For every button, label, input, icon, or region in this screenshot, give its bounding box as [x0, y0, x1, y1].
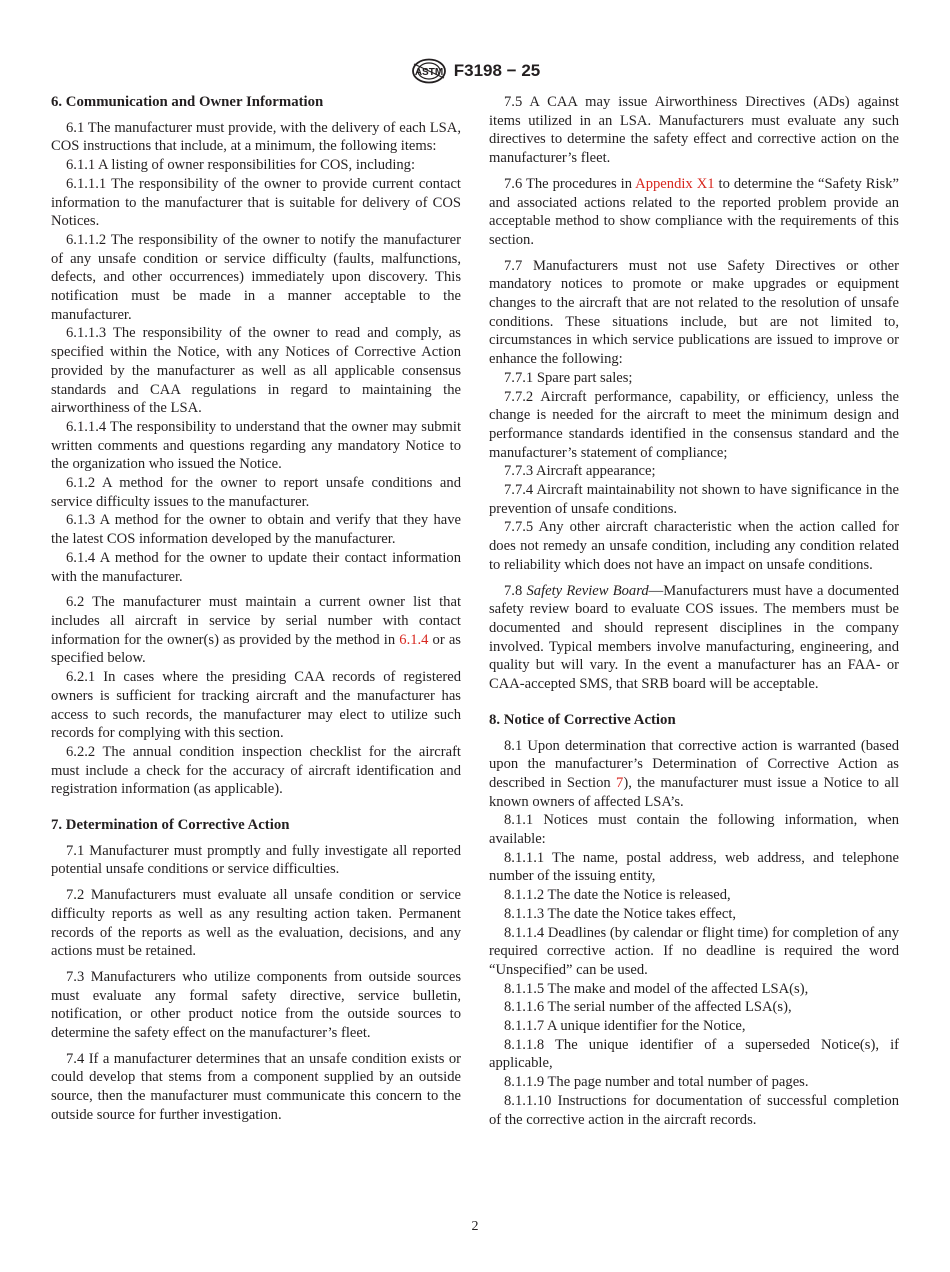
paragraph-7-7-1: 7.7.1 Spare part sales;	[504, 369, 633, 386]
section-7-heading: 7. Determination of Corrective Action	[51, 817, 290, 834]
paragraph-7-7: 7.7 Manufacturers must not use Safety Directives or other mandatory notices to promote or make upgrades or equipment changes to the aircraft that are not related to the resolution of unsafe conditions. These situations include, but are not limited to, circumstances in which service publications are issued to improve or enhance the following:	[489, 257, 899, 368]
paragraph-7-8	[489, 582, 899, 694]
section-6-heading: 6. Communication and Owner Information	[51, 94, 324, 110]
paragraph-7-1: 7.1 Manufacturer must promptly and fully investigate all reported potential unsafe conditions or service difficulties.	[51, 842, 461, 878]
left-column	[51, 93, 461, 1125]
paragraph-8-1-1-9: 8.1.1.9 The page number and total number of pages.	[504, 1074, 809, 1091]
paragraph-8-1-1-3: 8.1.1.3 The date the Notice takes effect,	[504, 905, 737, 922]
paragraph-6-1-1-1: 6.1.1.1 The responsibility of the owner to provide current contact information to the manufacturer that is suitable for delivery of COS Notices.	[51, 175, 461, 230]
paragraph-7-6	[489, 175, 899, 250]
paragraph-8-1-1-6: 8.1.1.6 The serial number of the affected LSA(s),	[504, 999, 792, 1016]
paragraph-7-7-3: 7.7.3 Aircraft appearance;	[504, 463, 656, 480]
paragraph-8-1-1-1: 8.1.1.1 The name, postal address, web address, and telephone number of the issuing entity,	[489, 849, 899, 885]
paragraph-8-1-text-start: 8.1 Upon determination that corrective action is warranted (based upon the manufacturer’s Determination of Corrective Action as described in Section	[489, 737, 899, 791]
section-8-heading: 8. Notice of Corrective Action	[489, 711, 676, 728]
paragraph-7-6-text-end: to determine the “Safety Risk” and associated actions related to the reported problem provide an acceptable method to show compliance with the requirements of this section.	[489, 175, 899, 248]
paragraph-6-2-text-start: 6.2 The manufacturer must maintain a current owner list that includes all aircraft in service by serial number with contact information for the owner(s) as provided by the method in	[51, 594, 461, 648]
standard-designation: F3198 − 25	[453, 61, 541, 80]
paragraph-8-1-1-8: 8.1.1.8 The unique identifier of a superseded Notice(s), if applicable,	[489, 1036, 899, 1072]
paragraph-6-1-1-4: 6.1.1.4 The responsibility to understand that the owner may submit written comments and questions regarding any mandatory Notice to the organization who issued the Notice.	[51, 418, 461, 473]
page-header	[0, 56, 950, 86]
paragraph-6-1: 6.1 The manufacturer must provide, with the delivery of each LSA, COS instructions that include, at a minimum, the following items:	[51, 119, 461, 155]
paragraph-6-2-1: 6.2.1 In cases where the presiding CAA records of registered owners is sufficient for tracking aircraft and the manufacturer has access to such records, the manufacturer may elect to utilize such records for complying with this section.	[51, 669, 461, 742]
paragraph-8-1-1-5: 8.1.1.5 The make and model of the affected LSA(s),	[504, 980, 809, 997]
paragraph-7-8-number: 7.8	[504, 582, 527, 599]
paragraph-6-1-2: 6.1.2 A method for the owner to report unsafe conditions and service difficulty issues to the manufacturer.	[51, 475, 461, 510]
paragraph-7-7-5: 7.7.5 Any other aircraft characteristic when the action called for does not remedy an unsafe condition, including any condition related to reliability which does not have an impact on unsafe conditions.	[489, 519, 899, 573]
paragraph-8-1-text-end: ), the manufacturer must issue a Notice to all known owners of affected LSA’s.	[489, 774, 899, 810]
paragraph-8-1-1-2: 8.1.1.2 The date the Notice is released,	[504, 887, 731, 904]
paragraph-8-1-1: 8.1.1 Notices must contain the following information, when available:	[489, 812, 899, 848]
paragraph-7-7-4: 7.7.4 Aircraft maintainability not shown to have significance in the prevention of unsafe conditions.	[489, 482, 899, 517]
paragraph-6-1-1-3: 6.1.1.3 The responsibility of the owner to read and comply, as specified within the Notice, with any Notices of Corrective Action provided by the manufacturer as well as all applicable consensus standards and CAA regulations in regard to maintaining the airworthiness of the LSA.	[51, 325, 461, 417]
paragraph-6-1-1-2: 6.1.1.2 The responsibility of the owner to notify the manufacturer of any unsafe condition or service difficulty (faults, malfunctions, defects, and other occurrences) immediately upon discovery. This notification must be made in a manner acceptable to the manufacturer.	[51, 231, 461, 323]
right-column	[489, 93, 899, 1129]
page-number: 2	[471, 1219, 479, 1234]
paragraph-8-1-1-4: 8.1.1.4 Deadlines (by calendar or flight time) for completion of any required corrective action. If no deadline is required the word “Unspecified” can be used.	[489, 924, 899, 978]
paragraph-7-5: 7.5 A CAA may issue Airworthiness Directives (ADs) against items utilized in an LSA. Manufacturers must evaluate any such directives to determine the safety effect and corrective action on the manufacturer’s fleet.	[489, 94, 899, 167]
paragraph-8-1-1-7: 8.1.1.7 A unique identifier for the Notice,	[504, 1018, 746, 1035]
link-appendix-x1[interactable]: Appendix X1	[635, 175, 715, 192]
paragraph-7-4: 7.4 If a manufacturer determines that an unsafe condition exists or could develop that stems from a component supplied by an outside source, then the manufacturer must communicate this concern to the outside source for further investigation.	[51, 1050, 461, 1123]
paragraph-6-1-1: 6.1.1 A listing of owner responsibilities for COS, including:	[66, 157, 416, 174]
paragraph-6-2-2: 6.2.2 The annual condition inspection checklist for the aircraft must include a check for the accuracy of aircraft identification and registration information (as applicable).	[51, 743, 461, 798]
paragraph-7-6-text-start: 7.6 The procedures in	[504, 175, 636, 192]
paragraph-7-8-text: —Manufacturers must have a documented safety review board to evaluate COS issues. The members must be documented and should represent disciplines in the company involved. Typical members involve manufacturing, engineering, and quality but will vary. In the event a manufacturer has an FAA- or CAA-accepted SMS, that SRB board will be acceptable.	[489, 582, 899, 693]
paragraph-8-1	[489, 737, 899, 812]
paragraph-6-2-text-end: or as specified below.	[51, 631, 461, 667]
paragraph-7-2: 7.2 Manufacturers must evaluate all unsafe condition or service difficulty reports as well as any resulting action taken. Permanent records of the reports as well as the evaluation, decisions, and any actions must be retained.	[51, 887, 461, 960]
safety-review-board-term: Safety Review Board	[526, 582, 649, 599]
paragraph-6-1-4: 6.1.4 A method for the owner to update their contact information with the manufacturer.	[51, 549, 461, 585]
astm-logo-icon	[410, 58, 448, 84]
svg-text:ASTM: ASTM	[414, 67, 443, 78]
paragraph-6-2	[51, 593, 461, 668]
link-6-1-4[interactable]: 6.1.4	[399, 631, 429, 648]
link-section-7[interactable]: 7	[616, 774, 624, 791]
paragraph-7-3: 7.3 Manufacturers who utilize components from outside sources must evaluate any formal safety directive, service bulletin, notification, or other product notice from the outside sources to determine the safety effect on the manufacturer’s fleet.	[51, 968, 461, 1042]
paragraph-7-7-2: 7.7.2 Aircraft performance, capability, or efficiency, unless the change is needed for the aircraft to meet the minimum design and performance standards identified in the consensus standard and the manufacturer’s statement of compliance;	[489, 388, 899, 461]
paragraph-6-1-3: 6.1.3 A method for the owner to obtain and verify that they have the latest COS information developed by the manufacturer.	[51, 512, 461, 548]
paragraph-8-1-1-10: 8.1.1.10 Instructions for documentation of successful completion of the corrective action in the aircraft records.	[489, 1092, 899, 1128]
